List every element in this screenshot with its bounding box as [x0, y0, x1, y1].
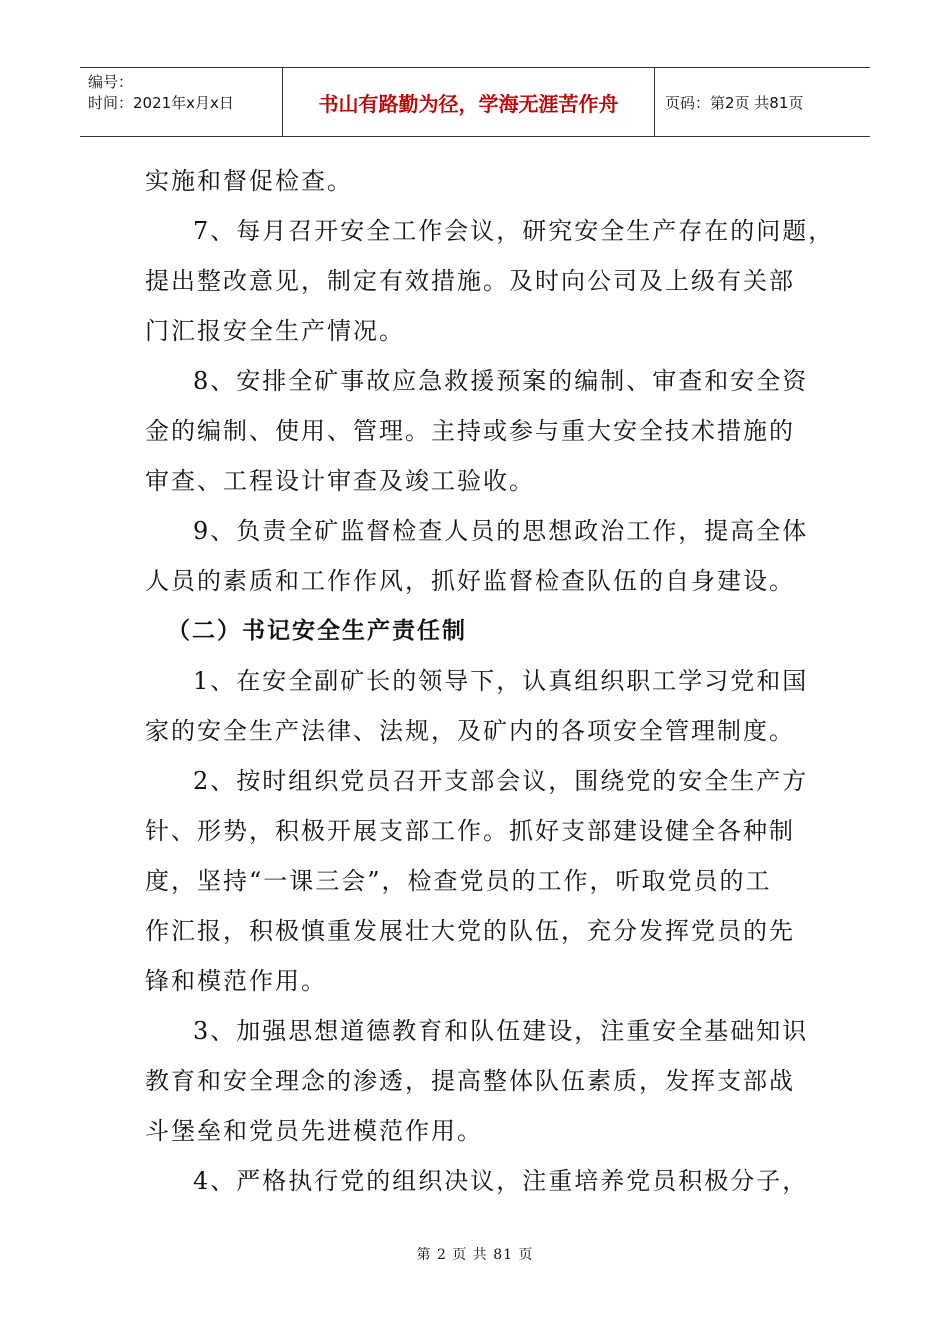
header-page-info: 页码：第2页 共81页 — [665, 93, 804, 112]
text-line: 锋和模范作用。 — [145, 967, 327, 995]
section-heading: （二）书记安全生产责任制 — [167, 618, 467, 644]
text-line: 7、每月召开安全工作会议，研究安全生产存在的问题， — [193, 217, 835, 245]
text-line: 人员的素质和工作作风，抓好监督检查队伍的自身建设。 — [145, 567, 795, 595]
text-line: 4、严格执行党的组织决议，注重培养党员积极分子， — [193, 1167, 809, 1195]
text-line: 金的编制、使用、管理。主持或参与重大安全技术措施的 — [145, 417, 795, 445]
text-line: 实施和督促检查。 — [145, 167, 353, 195]
text-line: 针、形势，积极开展支部工作。抓好支部建设健全各种制 — [145, 817, 795, 845]
document-body — [145, 156, 835, 1206]
text-line: 斗堡垒和党员先进模范作用。 — [145, 1117, 483, 1145]
page-footer: 第 2 页 共 81 页 — [416, 1247, 534, 1263]
document-time: 时间：2021年x月x日 — [88, 94, 234, 112]
text-line: 2、按时组织党员召开支部会议，围绕党的安全生产方 — [193, 767, 809, 795]
text-line: 作汇报，积极慎重发展壮大党的队伍，充分发挥党员的先 — [145, 917, 795, 945]
text-line: 教育和安全理念的渗透，提高整体队伍素质，发挥支部战 — [145, 1067, 795, 1095]
text-line: 3、加强思想道德教育和队伍建设，注重安全基础知识 — [193, 1017, 809, 1045]
text-line: 8、安排全矿事故应急救援预案的编制、审查和安全资 — [193, 367, 809, 395]
document-number-label: 编号： — [88, 73, 134, 91]
header-meta — [80, 68, 283, 136]
header-motto: 书山有路勤为径，学海无涯苦作舟 — [283, 68, 655, 136]
text-line: 家的安全生产法律、法规，及矿内的各项安全管理制度。 — [145, 717, 795, 745]
text-line: 门汇报安全生产情况。 — [145, 317, 405, 345]
page-header — [80, 67, 870, 137]
text-line: 审查、工程设计审查及竣工验收。 — [145, 467, 535, 495]
text-line: 提出整改意见，制定有效措施。及时向公司及上级有关部 — [145, 267, 795, 295]
text-line: 1、在安全副矿长的领导下，认真组织职工学习党和国 — [193, 667, 809, 695]
text-line: 度，坚持“一课三会”，检查党员的工作，听取党员的工 — [145, 867, 772, 895]
text-line: 9、负责全矿监督检查人员的思想政治工作，提高全体 — [193, 517, 809, 545]
